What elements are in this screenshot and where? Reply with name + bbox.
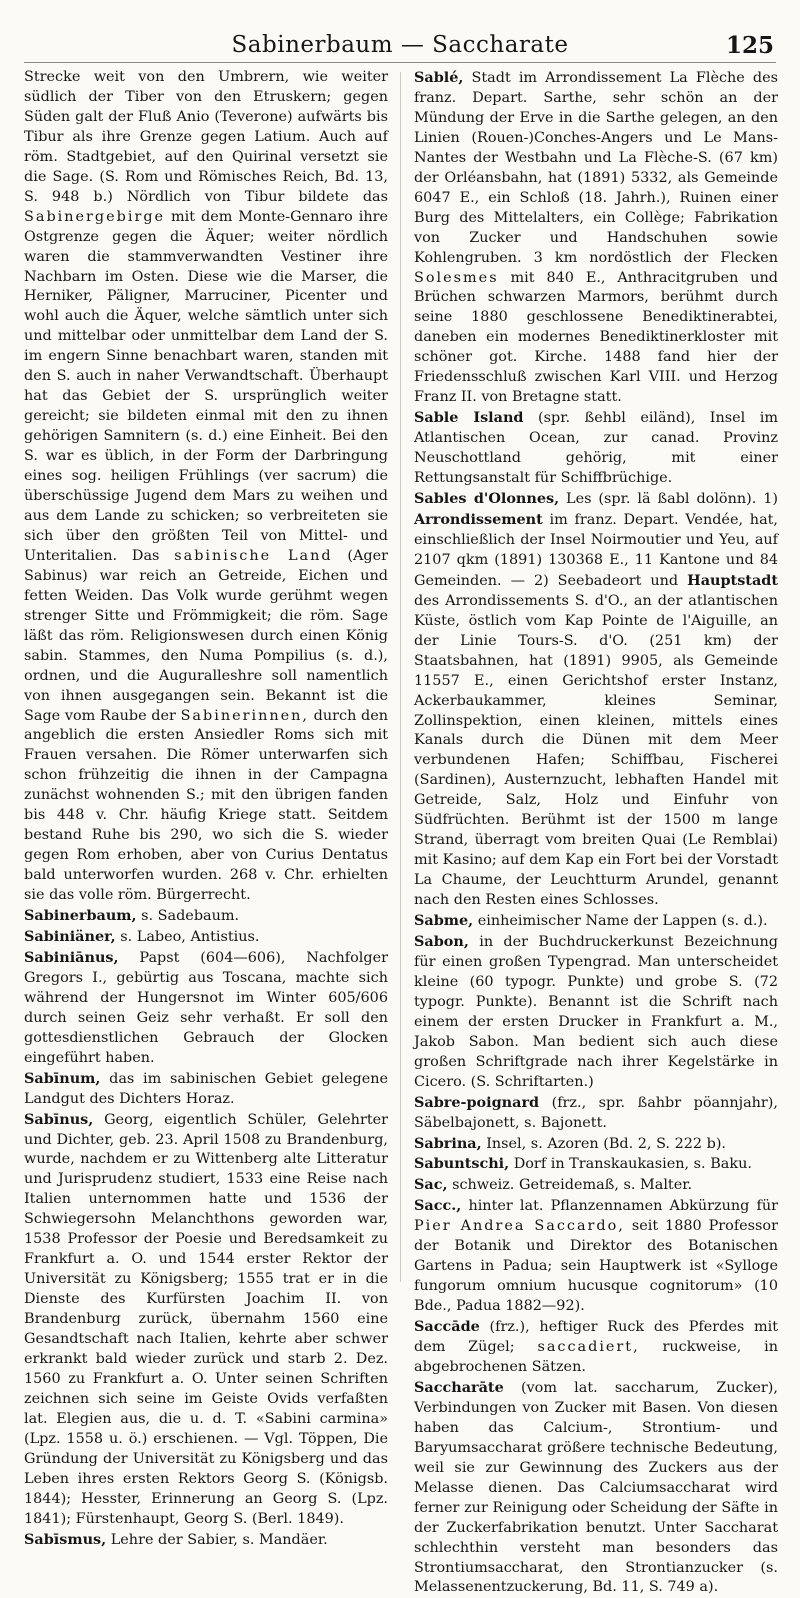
entry-sabrina [414, 1134, 778, 1155]
entry-text: (frz., spr. ßahbr pöannjahr), Säbelbajonett, s. Bajonett. [414, 1094, 778, 1131]
entry-headword: Sacc., [414, 1197, 462, 1215]
entry-text: das im sabinischen Gebiet gelegene Landgut des Dichters Horaz. [24, 1070, 388, 1107]
entry-text: (spr. ßehbl eiländ), Insel im Atlantischen Ocean, zur canad. Provinz Neuschottland gehörig, mit einer Rettungsanstalt für Schiffbrüchige. [414, 410, 779, 487]
entry-headword: Sabuntschi, [414, 1155, 510, 1173]
entry-sable-island [414, 408, 778, 489]
entry-headword: Sabrina, [414, 1134, 482, 1152]
entry-text: Papst (604—606), Nachfolger Gregors I., gebürtig aus Toscana, machte sich während der Hungersnot im Winter 605/606 durch seinen Geiz sehr verhaßt. Er soll den gottesdienstlichen Gebrauch der Glocken eingeführt haben. [24, 949, 388, 1066]
entry-sacc [414, 1196, 778, 1317]
entry-headword: Sabre-poignard [414, 1093, 540, 1111]
entry-headword: Sabme, [414, 912, 474, 930]
entry-text: Stadt im Arrondissement La Flèche des franz. Depart. Sarthe, sehr schön an der Mündung der Erve in die Sarthe gelegen, an den Linien (Rouen-)Conches-Angers und Le Mans-Nantes der Westbahn und La Flèche-S. (67 km) der Orléansbahn, hat (1891) 5332, als Gemeinde 6047 E., ein Schloß (18. Jahrh.), Ruinen einer Burg des Mittelalters, ein Collège; Fabrikation von Zucker und Handschuhen sowie Kohlengruben. 3 km nordöstlich der Flecken [414, 70, 778, 266]
page-number: 125 [725, 32, 774, 59]
entry-text: (vom lat. saccharum, Zucker), Verbindungen von Zucker mit Basen. Von diesen haben das Calcium-, Strontium- und Baryumsaccharat größere technische Bedeutung, weil sie zur Gewinnung des Zuckers aus der Melasse dienen. Das Calciumsaccharat wird ferner zur Reinigung oder Scheidung der Säfte in der Zuckerfabrikation benutzt. Unter Saccharat schlechthin versteht man besonders das Strontiumsaccharat, den Strontianzucker (s. Melassenentzuckerung, Bd. 11, S. 749 a). [414, 1379, 779, 1596]
entry-sable [414, 68, 778, 408]
entry-headword: Sac, [414, 1176, 448, 1194]
entry-headword: Sabīnum, [24, 1069, 101, 1087]
column-divider [400, 72, 401, 1282]
entry-sabuntschi [414, 1154, 778, 1175]
entry-sabre-poignard [414, 1093, 778, 1134]
entry-headword: Sables d'Olonnes, [414, 490, 560, 508]
spaced-term: Pier Andrea Saccardo, [414, 1218, 625, 1235]
entry-text: Dorf in Transkaukasien, s. Baku. [513, 1156, 752, 1173]
entry-headword: Sabinerbaum, [24, 907, 137, 925]
entry-text: Georg, eigentlich Schüler, Gelehrter und Dichter, geb. 23. April 1508 zu Brandenburg, wurde, nachdem er zu Wittenberg alte Litteratur und Jurisprudenz studiert, 1533 eine Reise nach Italien unternommen hatte und 1536 der Schwiegersohn Melanchthons geworden war, 1538 Professor der Poesie und Beredsamkeit zu Frankfurt a. O. und 1544 erster Rektor der Universität zu Königsberg; 1555 trat er in die Dienste des Kurfürsten Joachim II. von Brandenburg zurück, übernahm 1560 eine Gesandtschaft nach Italien, kehrte aber schwer erkrankt bald wieder zurück und starb 2. Dez. 1560 zu Frankfurt a. O. Unter seinen Schriften zeichnen sich seine im Geiste Ovids verfaßten lat. Elegien aus, die u. d. T. «Sabini carmina» (Lpz. 1558 u. ö.) erschienen. — Vgl. Töppen, Die Gründung der Universität zu Königsberg und das Leben ihres ersten Rektors Georg S. (Königsb. 1844); Hesster, Erinnerung an Georg S. (Lpz. 1841); Fürstenhaupt, Georg S. (Berl. 1849). [24, 1111, 388, 1527]
entry-text: schweiz. Getreidemaß, s. Malter. [452, 1177, 693, 1194]
right-column [414, 68, 778, 1598]
entry-headword: Saccharāte [414, 1378, 504, 1396]
entry-sabinianer [24, 927, 388, 948]
bold-term: Arrondissement [414, 510, 543, 528]
body-text: Strecke weit von den Umbrern, wie weiter südlich der Tiber von den Etruskern; gegen Süden galt der Fluß Anio (Teverone) aufwärts bis Tibur als ihre Grenze gegen Latium. Auch auf röm. Stadtgebiet, auf den Quirinal versetzt sie die Sage. (S. Rom und Römisches Reich, Bd. 13, S. 948 b.) Nördlich von Tibur bildete das [24, 69, 388, 205]
entry-headword: Sabiniäner, [24, 927, 116, 945]
spaced-term: Solesmes [414, 269, 499, 286]
entry-text: mit 840 E., Anthracitgruben und Brüchen schwarzen Marmors, berühmt durch seine 1880 geschlossene Benediktinerabtei, daneben ein modernes Benediktinerkloster mit schöner got. Kirche. 1488 fand hier der Friedensschluß zwischen Karl VIII. und Herzog Franz II. von Bretagne statt. [414, 269, 779, 406]
bold-term: Hauptstadt [687, 571, 778, 589]
entry-sabinum [24, 1069, 388, 1110]
entry-sabme [414, 911, 778, 932]
entry-text: Insel, s. Azoren (Bd. 2, S. 222 b). [486, 1135, 727, 1152]
entry-text: Les (spr. lä ßabl dolönn). 1) [566, 491, 778, 508]
entry-headword: Sabīsmus, [24, 1530, 107, 1548]
entry-text: ruckweise, in abgebrochenen Sätzen. [414, 1339, 778, 1375]
entry-text: s. Sadebaum. [141, 908, 240, 925]
entry-headword: Sabīnus, [24, 1110, 94, 1128]
entry-text: (frz.), heftiger Ruck des Pferdes mit dem Zügel; [414, 1319, 778, 1356]
entry-headword: Sabiniānus, [24, 948, 119, 966]
running-head: Sabinerbaum — Saccharate [231, 32, 569, 58]
entry-sac [414, 1175, 778, 1196]
spaced-term: saccadiert, [537, 1339, 640, 1356]
spaced-term: Sabinerinnen, [180, 707, 309, 724]
body-text: durch den angeblich die ersten Ansiedler Roms sich mit Frauen versahen. Die Römer unterwarfen sich schon frühzeitig die ihnen in der Campagna zunächst wohnenden S.; mit den übrigen fanden bis 448 v. Chr. häufig Kriege statt. Seitdem bestand Ruhe bis 290, wo sich die S. wieder gegen Rom erhoben, aber von Curius Dentatus bald unterworfen wurden. 268 v. Chr. erhielten sie das volle röm. Bürgerrecht. [24, 707, 388, 904]
entry-headword: Sablé, [414, 69, 464, 86]
entry-saccade [414, 1317, 778, 1378]
body-text: mit dem Monte-Gennaro ihre Ostgrenze gegen die Äquer; weiter nördlich waren die stammverwandten Vestiner ihre Nachbarn im Osten. Diese wie die Marser, die Herniker, Päligner, Marruciner, Picenter und wohl auch die Äquer, welche sämtlich unter sich und mittelbar oder unmittelbar dem Land der S. im engern Sinne benachbart waren, standen mit den S. auch in naher Verwandtschaft. Überhaupt hat das Gebiet der S. ursprünglich weiter gereicht; sie bildeten einmal mit den zu ihnen gehörigen Samnitern (s. d.) eine Einheit. Bei den S. war es üblich, in der Form der Darbringung eines sog. heiligen Frühlings (ver sacrum) die überschüssige Jugend dem Mars zu weihen und aus dem Lande zu schicken; so verbreiteten sie sich über den größten Teil von Mittel- und Unteritalien. Das [24, 208, 388, 564]
entry-sabiner-continuation [24, 68, 388, 906]
entry-text: des Arrondissements S. d'O., an der atlantischen Küste, östlich vom Kap Pointe de l'Aiguille, an der Linie Tours-S. d'O. (251 km) der Staatsbahnen, hat (1891) 9905, als Gemeinde 11557 E., einen Gerichtshof erster Instanz, Ackerbaukammer, kleines Seminar, Zollinspektion, einen kleinen, mittels eines Kanals durch die Dünen mit dem Meer verbundenen Hafen; Schiffbau, Fischerei (Sardinen), Austernzucht, lebhaften Handel mit Getreide, Salz, Holz und Einfuhr von Südfrüchten. Berühmt ist der 1500 m lange Strand, überragt vom breiten Quai (Le Remblai) mit Kasino; auf dem Kap ein Fort bei der Vorstadt La Chaume, der Leuchtturm Arundel, genannt nach den Resten eines Schlosses. [414, 592, 778, 909]
entry-sabinus [24, 1110, 388, 1530]
spaced-term: Sabinergebirge [24, 208, 166, 225]
entry-headword: Sabon, [414, 932, 469, 950]
entry-sabinerbaum [24, 906, 388, 927]
entry-sabinianus [24, 948, 388, 1069]
page-header [24, 28, 776, 63]
body-text: (Ager Sabinus) war reich an Getreide, Eichen und fetten Weiden. Das Volk wurde gerühmt wegen strenger Sitte und Frömmigkeit; die röm. Sage läßt das röm. Religionswesen durch einen König sabin. Stammes, den Numa Pompilius (s. d.), ordnen, und die Auguralleshre soll namentlich von ihnen ausgegangen sein. Bekannt ist die Sage vom Raube der [24, 547, 389, 724]
entry-headword: Sable Island [414, 409, 524, 427]
entry-text: s. Labeo, Antistius. [120, 928, 260, 945]
entry-saccharate [414, 1378, 778, 1598]
spaced-term: sabinische Land [174, 547, 333, 564]
entry-sables-d-olonnes [414, 489, 778, 911]
entry-text: einheimischer Name der Lappen (s. d.). [477, 913, 768, 930]
left-column [24, 68, 388, 1551]
entry-text: seit 1880 Professor der Botanik und Direktor des Botanischen Gartens in Padua; sein Hauptwerk ist «Sylloge fungorum omnium hucusque cognitorum» (10 Bde., Padua 1882—92). [414, 1218, 778, 1315]
entry-text: im franz. Depart. Vendée, hat, einschließlich der Insel Noirmoutier und Yeu, auf 2107 qkm (1891) 130368 E., 11 Kantone und 84 Gemeinden. — 2) Seebadeort und [414, 511, 779, 589]
entry-sabismus [24, 1530, 388, 1551]
entry-text: hinter lat. Pflanzennamen Abkürzung für [468, 1198, 779, 1215]
entry-text: in der Buchdruckerkunst Bezeichnung für einen großen Typengrad. Man unterscheidet kleine (60 typogr. Punkte) und grobe S. (72 typogr. Punkte). Benannt ist die Schrift nach einem der ersten Drucker in Frankfurt a. M., Jakob Sabon. Man bedient sich auch diese großen Schriftgrade nach ihrer Kegelstärke in Cicero. (S. Schriftarten.) [414, 933, 779, 1090]
entry-headword: Saccāde [414, 1318, 480, 1336]
entry-sabon [414, 932, 778, 1093]
entry-text: Lehre der Sabier, s. Mandäer. [110, 1531, 328, 1548]
